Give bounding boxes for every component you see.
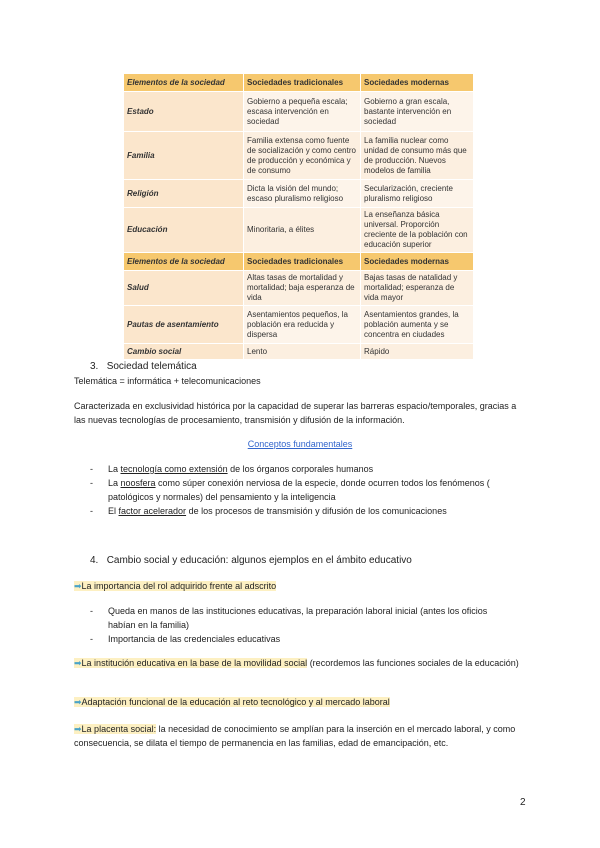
term-underlined: factor acelerador (118, 506, 187, 516)
cell-modern: Rápido (361, 344, 474, 360)
point-rol (74, 579, 276, 593)
section-4-heading (90, 555, 412, 566)
comparison-table (123, 73, 474, 360)
cell-element: Estado (124, 92, 244, 132)
point-adaptacion (74, 695, 390, 709)
cell-element: Pautas de asentamiento (124, 306, 244, 344)
list-item: - Queda en manos de las instituciones educativas, la preparación laboral inicial (antes los oficios habían en la familia) (90, 606, 488, 630)
header-cell: Sociedades modernas (361, 253, 474, 271)
page-number: 2 (520, 797, 526, 808)
point-title: La placenta social: (81, 724, 157, 734)
table-row (124, 92, 474, 132)
table-header-row (124, 74, 474, 92)
header-cell: Sociedades tradicionales (244, 253, 361, 271)
cell-traditional: Altas tasas de mortalidad y mortalidad; baja esperanza de vida (244, 271, 361, 306)
cell-modern: Asentamientos grandes, la población aumenta y se concentra en ciudades (361, 306, 474, 344)
header-cell: Elementos de la sociedad (124, 253, 244, 271)
section-3-paragraph: Caracterizada en exclusividad histórica por la capacidad de superar las barreras espacio/temporales, gracias a las nuevas tecnologías de procesamiento, transmisión y difusión de la información. (74, 401, 517, 425)
arrow-right-icon: ➡ (74, 658, 82, 668)
point-placenta: ➡La placenta social: la necesidad de conocimiento se amplían para la inserción en el mercado laboral, y como consecuencia, se dilata el tiempo de permanencia en las familias, edad de emancipación, etc. (74, 724, 516, 748)
cell-element: Religión (124, 180, 244, 208)
cell-traditional: Familia extensa como fuente de socialización y como centro de producción y económica y de consumo (244, 132, 361, 180)
cell-modern: Bajas tasas de natalidad y mortalidad; esperanza de vida mayor (361, 271, 474, 306)
cell-element: Salud (124, 271, 244, 306)
cell-modern: Gobierno a gran escala, bastante intervención en sociedad (361, 92, 474, 132)
list-item: - Importancia de las credenciales educativas (90, 634, 281, 644)
section-title: Sociedad telemática (106, 361, 197, 372)
table-header-row (124, 253, 474, 271)
formula-line: Telemática = informática + telecomunicaciones (74, 376, 261, 386)
arrow-right-icon: ➡ (74, 581, 82, 591)
cell-element: Familia (124, 132, 244, 180)
section-3-heading (90, 361, 197, 372)
cell-traditional: Minoritaria, a élites (244, 208, 361, 253)
cell-traditional: Lento (244, 344, 361, 360)
cell-element: Educación (124, 208, 244, 253)
table-row (124, 306, 474, 344)
cell-modern: Secularización, creciente pluralismo religioso (361, 180, 474, 208)
cell-traditional: Asentamientos pequeños, la población era reducida y dispersa (244, 306, 361, 344)
list-item: - La noosfera como súper conexión nerviosa de la especie, donde ocurren todos los fenómenos ( patológicos y normales) del pensamiento y la inteligencia (90, 478, 490, 502)
cell-traditional: Dicta la visión del mundo; escaso pluralismo religioso (244, 180, 361, 208)
term-underlined: noosfera (120, 478, 156, 488)
section-number: 3. (90, 361, 99, 372)
list-item: - El factor acelerador de los procesos de transmisión y difusión de los comunicaciones (90, 506, 447, 516)
table-row (124, 132, 474, 180)
header-cell: Sociedades tradicionales (244, 74, 361, 92)
header-cell: Elementos de la sociedad (124, 74, 244, 92)
section-title: Cambio social y educación: algunos ejemplos en el ámbito educativo (106, 555, 412, 566)
concepts-link[interactable]: Conceptos fundamentales (247, 439, 353, 449)
section-number: 4. (90, 555, 99, 566)
table-row (124, 180, 474, 208)
cell-modern: La familia nuclear como unidad de consumo más que de producción. Nuevos modelos de familia (361, 132, 474, 180)
term-underlined: tecnología como extensión (120, 464, 228, 474)
table-row (124, 344, 474, 360)
concepts-list (90, 462, 490, 518)
arrow-right-icon: ➡ (74, 724, 82, 734)
cell-modern: La enseñanza básica universal. Proporción creciente de la población con educación superior (361, 208, 474, 253)
point-movilidad: ➡La institución educativa en la base de la movilidad social (recordemos las funciones sociales de la educación) (74, 658, 519, 668)
cell-element: Cambio social (124, 344, 244, 360)
table-row (124, 208, 474, 253)
point-title: La importancia del rol adquirido frente al adscrito (81, 581, 277, 591)
rol-list (90, 604, 510, 646)
cell-traditional: Gobierno a pequeña escala; escasa intervención en sociedad (244, 92, 361, 132)
table-row (124, 271, 474, 306)
point-title: La institución educativa en la base de la movilidad social (81, 658, 308, 668)
arrow-right-icon: ➡ (74, 697, 82, 707)
list-item: - La tecnología como extensión de los órganos corporales humanos (90, 464, 374, 474)
point-title: Adaptación funcional de la educación al reto tecnológico y al mercado laboral (81, 697, 390, 707)
header-cell: Sociedades modernas (361, 74, 474, 92)
